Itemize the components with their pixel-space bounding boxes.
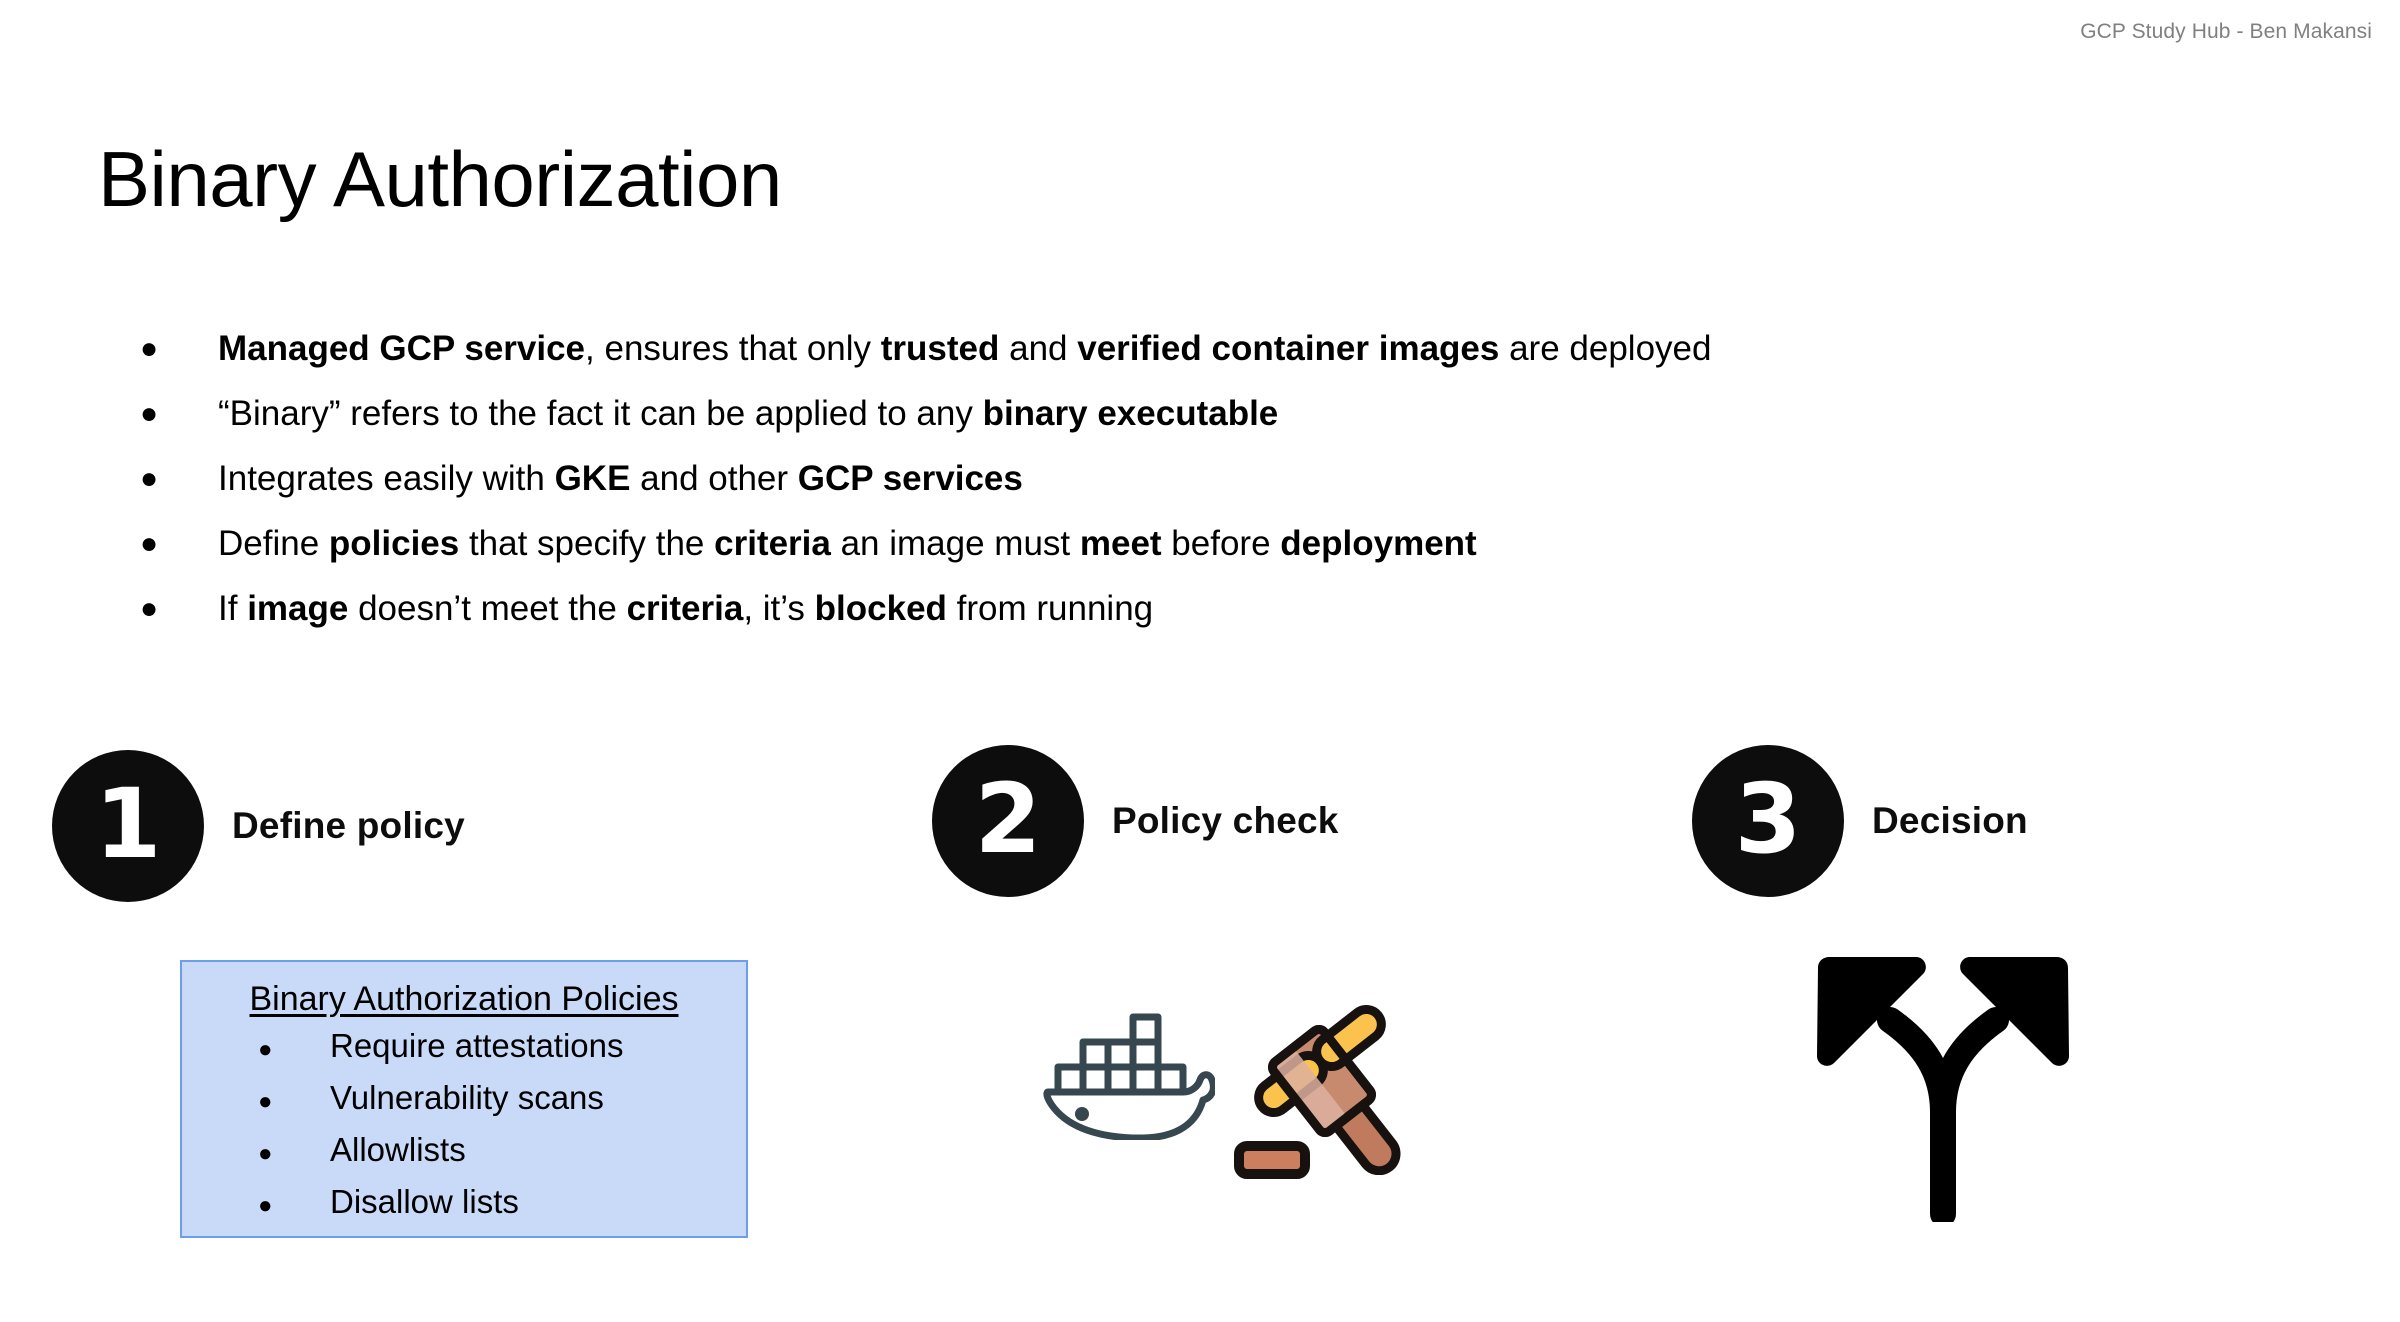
bullet-item	[140, 390, 2320, 455]
bullet-marker-icon: ●	[140, 397, 159, 430]
policy-box	[180, 960, 748, 1238]
header-credit: GCP Study Hub - Ben Makansi	[2080, 20, 2372, 43]
docker-whale-icon	[1040, 1010, 1215, 1145]
fork-split-arrows-icon	[1812, 952, 2074, 1227]
bullet-marker-icon: ●	[140, 527, 159, 560]
policy-item	[182, 1074, 746, 1126]
bullet-item	[140, 585, 2320, 650]
step-2	[932, 745, 1339, 897]
bullet-text: Define policies that specify the criteria an image must meet before deployment	[218, 524, 1477, 563]
policy-item-label: Disallow lists	[330, 1183, 519, 1220]
bullet-list	[140, 325, 2320, 650]
step-1	[52, 750, 465, 902]
bullet-item	[140, 520, 2320, 585]
bullet-item	[140, 455, 2320, 520]
bullet-text: “Binary” refers to the fact it can be applied to any binary executable	[218, 394, 1279, 433]
gavel-sound-block-icon	[1234, 1140, 1310, 1185]
bullet-marker-icon: ●	[140, 592, 159, 625]
policy-item-label: Allowlists	[330, 1131, 466, 1168]
policy-item-label: Vulnerability scans	[330, 1079, 604, 1116]
bullet-text: Integrates easily with GKE and other GCP services	[218, 459, 1023, 498]
step-1-label: Define policy	[232, 805, 465, 846]
policy-box-title: Binary Authorization Policies	[249, 980, 679, 1018]
bullet-marker-icon: ●	[140, 462, 159, 495]
step-2-number-badge: 2	[932, 745, 1084, 897]
step-3-number-badge: 3	[1692, 745, 1844, 897]
bullet-marker-icon: ●	[140, 332, 159, 365]
page-title: Binary Authorization	[98, 135, 782, 223]
bullet-text: If image doesn’t meet the criteria, it’s blocked from running	[218, 589, 1154, 628]
policy-item-label: Require attestations	[330, 1027, 624, 1064]
policy-item	[182, 1126, 746, 1178]
policy-bullet-marker-icon: ●	[258, 1140, 273, 1167]
policy-bullet-marker-icon: ●	[258, 1088, 273, 1115]
step-3-label: Decision	[1872, 800, 2028, 841]
policy-item	[182, 1178, 746, 1230]
step-3	[1692, 745, 2028, 897]
step-1-number-badge: 1	[52, 750, 204, 902]
policy-bullet-marker-icon: ●	[258, 1036, 273, 1063]
policy-bullet-marker-icon: ●	[258, 1192, 273, 1219]
step-2-label: Policy check	[1112, 800, 1339, 841]
policy-item-list	[182, 1022, 746, 1230]
policy-item	[182, 1022, 746, 1074]
bullet-text: Managed GCP service, ensures that only trusted and verified container images are deployed	[218, 329, 1712, 368]
bullet-item	[140, 325, 2320, 390]
